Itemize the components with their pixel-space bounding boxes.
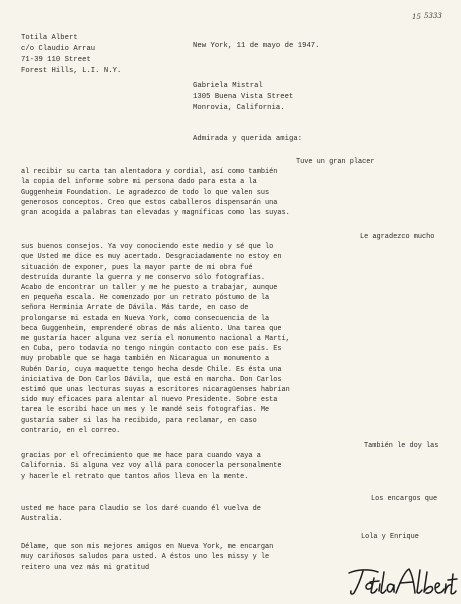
- archive-number-pencil: 5333: [424, 12, 442, 20]
- text-line: la copia del informe sobre mi persona dado para esta a la: [21, 178, 257, 187]
- text-line: Lola y Enrique: [361, 533, 419, 541]
- text-line: situación de exponer, pues la mayor parte de mi obra fué: [21, 263, 253, 272]
- text-line: en Cuba, pero todavía no tengo ningún contacto con ese país. Es: [21, 345, 282, 354]
- text-line: beca Guggenheim, emprenderé obras de más aliento. Una tarea que: [21, 324, 282, 333]
- text-line: sido muy eficaces para alentar al nuevo Presidente. Sobre esta: [21, 396, 278, 405]
- text-line: al recibir su carta tan alentadora y cordial, así como también: [21, 168, 278, 177]
- text-line: Rubén Darío, cuya maquette tengo hecha desde Chile. Es ésta una: [21, 365, 282, 374]
- paragraph-3: [21, 441, 437, 482]
- signature-text: [400, 596, 408, 604]
- text-line: y hacerle el retrato que tantos años lleva en la mente.: [21, 472, 249, 481]
- text-line: me gustaría hacer alguna vez sería el monumento nacional a Martí,: [21, 335, 290, 344]
- text-line: usted me hace para Claudio se los daré cuando él vuelva de: [21, 505, 261, 514]
- recipient-line: Monrovia, California.: [193, 104, 285, 112]
- paragraph-4: [21, 494, 437, 525]
- text-line: iniciativa de Don Carlos Dávila, que está en marcha. Don Carlos: [21, 375, 282, 384]
- text-line: Australia.: [21, 515, 63, 524]
- text-line: que Usted me dice es muy acertado. Desgraciadamente no estoy en: [21, 253, 282, 262]
- text-line: muy cariñosos saludos para usted. A éstos uno les missy y le: [21, 553, 270, 562]
- text-line: gustaría saber si las ha recibido, para reclamar, en caso: [21, 416, 257, 425]
- dateline: New York, 11 de mayo de 1947.: [193, 42, 320, 50]
- paragraph-2: [21, 232, 437, 436]
- text-line: gracias por el ofrecimiento que me hace para cuando vaya a: [21, 452, 261, 461]
- paragraph-1: [21, 157, 437, 218]
- text-line: muy probable que se haga también en Nicaragua un monumento a: [21, 355, 270, 364]
- text-line: gran acogida a palabras tan elevadas y magníficas como las suyas.: [21, 209, 290, 218]
- recipient-line: 1305 Buena Vista Street: [193, 93, 294, 101]
- text-line: reitero una vez más mi gratitud: [21, 563, 150, 572]
- salutation: Admirada y querida amiga:: [193, 135, 303, 143]
- text-line: Acabo de encontrar un taller y me he puesto a trabajar, aunque: [21, 284, 278, 293]
- text-line: generosos conceptos. Creo que estos caballeros dispensarán una: [21, 198, 278, 207]
- text-line: Tuve un gran placer: [296, 158, 375, 166]
- text-line: También le doy las: [364, 442, 439, 450]
- text-line: Délame, que son mis mejores amigos en Nueva York, me encargan: [21, 543, 274, 552]
- sender-line: c/o Claudio Arrau: [21, 45, 96, 53]
- text-line: prolongarse mi estada en Nueva York, como consecuencia de la: [21, 314, 270, 323]
- sender-line: Forest Hills, L.I. N.Y.: [21, 67, 122, 75]
- text-line: Guggenheim Foundation. Le agradezco de todo lo que valen sus: [21, 188, 270, 197]
- text-line: tarea le escribí hace un mes y le mandé seis fotografías. Me: [21, 406, 270, 415]
- text-line: estimó que unas lecturas suyas a escritores nicaragüenses habrían: [21, 386, 290, 395]
- page-number-pencil: 15: [412, 13, 421, 21]
- text-line: en pequeña escala. He comenzado por un retrato póstumo de la: [21, 294, 270, 303]
- handwritten-signature: [346, 566, 458, 596]
- recipient-line: Gabriela Mistral: [193, 82, 263, 90]
- sender-line: 71-39 110 Street: [21, 56, 91, 64]
- text-line: destruída durante la guerra y me conservo sólo fotografías.: [21, 273, 265, 282]
- text-line: sus buenos consejos. Ya voy conociendo este medio y sé que lo: [21, 243, 274, 252]
- text-line: señora Herminia Arrate de Dávila. Más tarde, en caso de: [21, 304, 249, 313]
- text-line: contrario, en el correo.: [21, 426, 121, 435]
- text-line: Los encargos que: [371, 495, 438, 503]
- text-line: California. Si alguna vez voy allá para conocerla personalmente: [21, 462, 282, 471]
- text-line: Le agradezco mucho: [360, 233, 435, 241]
- sender-line: Totila Albert: [21, 34, 78, 42]
